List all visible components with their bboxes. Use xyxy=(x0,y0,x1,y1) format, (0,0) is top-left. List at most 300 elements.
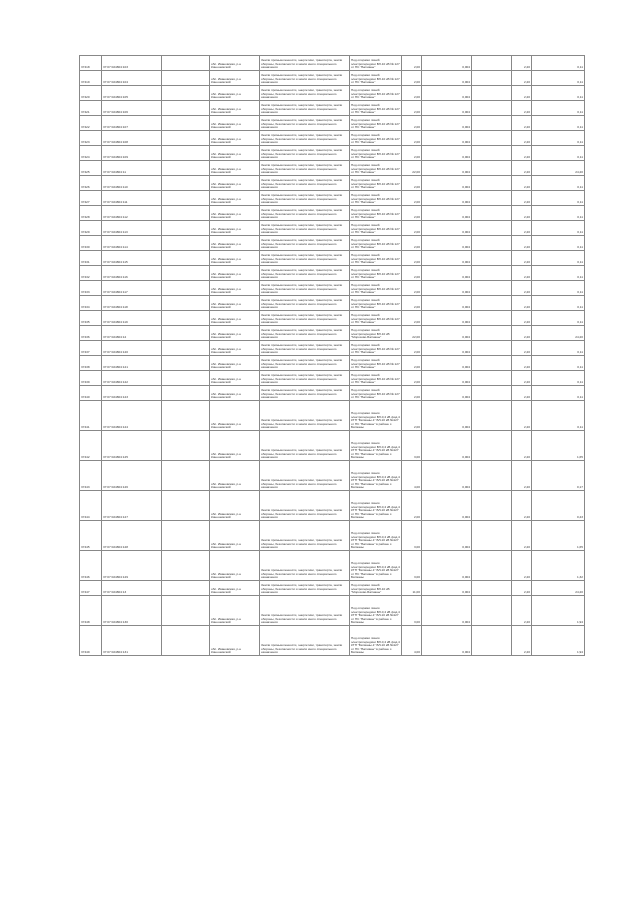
cell-empty xyxy=(162,131,210,146)
cell-empty xyxy=(472,101,512,116)
cell-num: 37447 xyxy=(80,581,102,596)
cell-use: Под опорами линий электропередачи ВЛ-10 кВ № 127 от ПС "Батманы" xyxy=(350,191,402,206)
cell-v1: 0,004 xyxy=(422,236,472,251)
cell-v1: 0,004 xyxy=(422,101,472,116)
table-row xyxy=(80,86,585,101)
cell-area: 2,00 xyxy=(402,296,422,311)
cell-v2: 2,20 xyxy=(512,581,532,596)
cell-v1: 0,004 xyxy=(422,281,472,296)
cell-use: Под опорами линии электропередачи ВЛ-0,4 кВ фид.4 КТП "Батманы-1" ВЛ-10 кВ №127 от ПС "Батманы" в районе с. Батманы xyxy=(350,401,402,431)
cell-use: Под опорами линий электропередачи ВЛ-10 кВ № 127 от ПС "Батманы" xyxy=(350,251,402,266)
cell-empty xyxy=(472,296,512,311)
cell-area: 2,00 xyxy=(402,206,422,221)
cell-addr: обл. Ивановская, р-н Кинешемский xyxy=(210,431,260,461)
cell-empty xyxy=(472,266,512,281)
table-row xyxy=(80,521,585,551)
cell-area: 2,00 xyxy=(402,86,422,101)
cell-v3: 24,20 xyxy=(532,161,585,176)
cell-empty xyxy=(162,311,210,326)
cell-cat: Земли промышленности, энергетики, транспорта, земли обороны, безопасности и земли иного специального назначения xyxy=(260,206,350,221)
cell-use: Под опорами линий электропередачи ВЛ-10 кВ № 127 от ПС "Батманы" xyxy=(350,71,402,86)
cell-empty xyxy=(472,626,512,656)
cell-area: 3,00 xyxy=(402,596,422,626)
table-body xyxy=(80,56,585,656)
cell-v2: 2,20 xyxy=(512,356,532,371)
cell-num: 37436 xyxy=(80,326,102,341)
cell-v2: 2,20 xyxy=(512,191,532,206)
cell-area: 3,00 xyxy=(402,431,422,461)
table-row xyxy=(80,131,585,146)
cell-addr: обл. Ивановская, р-н Кинешемский xyxy=(210,296,260,311)
cell-v2: 2,20 xyxy=(512,551,532,581)
table-row xyxy=(80,221,585,236)
cell-empty xyxy=(162,101,210,116)
cell-num: 37440 xyxy=(80,386,102,401)
cell-num: 37432 xyxy=(80,266,102,281)
cell-area: 2,00 xyxy=(402,146,422,161)
cell-v1: 0,004 xyxy=(422,221,472,236)
table-row xyxy=(80,71,585,86)
cell-area: 2,00 xyxy=(402,236,422,251)
cell-addr: обл. Ивановская, р-н Кинешемский xyxy=(210,191,260,206)
cell-cad: 37:07:024804:121 xyxy=(102,356,162,371)
table-row xyxy=(80,356,585,371)
cell-num: 37435 xyxy=(80,311,102,326)
cell-empty xyxy=(162,71,210,86)
cell-v3: 1,94 xyxy=(532,626,585,656)
cadastral-table xyxy=(79,55,585,656)
cell-v2: 2,20 xyxy=(512,341,532,356)
cell-addr: обл. Ивановская, р-н Кинешемский xyxy=(210,161,260,176)
cell-empty xyxy=(472,371,512,386)
cell-v2: 2,20 xyxy=(512,56,532,71)
cell-cad: 37:07:024804:114 xyxy=(102,236,162,251)
cell-v3: 0,11 xyxy=(532,176,585,191)
table-row xyxy=(80,401,585,431)
table-row xyxy=(80,461,585,491)
cell-empty xyxy=(162,86,210,101)
cell-empty xyxy=(162,236,210,251)
cell-num: 37418 xyxy=(80,56,102,71)
cell-num: 37434 xyxy=(80,296,102,311)
cell-area: 2,00 xyxy=(402,71,422,86)
cell-v2: 2,20 xyxy=(512,326,532,341)
table-row xyxy=(80,626,585,656)
cell-use: Под опорами линий электропередачи ВЛ-10 кВ № 127 от ПС "Батманы" xyxy=(350,161,402,176)
cell-v2: 2,20 xyxy=(512,86,532,101)
cell-use: Под опорами линии электропередачи ВЛ-0,4 кВ фид.4 КТП "Батманы-1" ВЛ-10 кВ №127 от ПС "Батманы" в районе с. Батманы xyxy=(350,626,402,656)
table-row xyxy=(80,236,585,251)
cell-cat: Земли промышленности, энергетики, транспорта, земли обороны, безопасности и земли иного специального назначения xyxy=(260,326,350,341)
cell-area: 2,00 xyxy=(402,341,422,356)
cell-area: 3,00 xyxy=(402,521,422,551)
cell-num: 37446 xyxy=(80,551,102,581)
cell-cad: 37:07:024804:126 xyxy=(102,461,162,491)
cell-v1: 0,004 xyxy=(422,206,472,221)
cell-cat: Земли промышленности, энергетики, транспорта, земли обороны, безопасности и земли иного специального назначения xyxy=(260,431,350,461)
cell-v1: 0,004 xyxy=(422,296,472,311)
cell-num: 37438 xyxy=(80,356,102,371)
cell-empty xyxy=(472,401,512,431)
cell-area: 11,00 xyxy=(402,581,422,596)
cell-empty xyxy=(162,626,210,656)
cell-use: Под опорами линий электропередачи ВЛ-10 кВ "Морозово-Батманы" xyxy=(350,581,402,596)
cell-v3: 0,11 xyxy=(532,146,585,161)
cell-cat: Земли промышленности, энергетики, транспорта, земли обороны, безопасности и земли иного специального назначения xyxy=(260,296,350,311)
cell-use: Под опорами линий электропередачи ВЛ-10 кВ № 127 от ПС "Батманы" xyxy=(350,101,402,116)
cell-cat: Земли промышленности, энергетики, транспорта, земли обороны, безопасности и земли иного специального назначения xyxy=(260,131,350,146)
cell-addr: обл. Ивановская, р-н Кинешемский xyxy=(210,251,260,266)
cell-v3: 0,11 xyxy=(532,221,585,236)
cell-empty xyxy=(162,596,210,626)
cell-cat: Земли промышленности, энергетики, транспорта, земли обороны, безопасности и земли иного специального назначения xyxy=(260,116,350,131)
cell-cat: Земли промышленности, энергетики, транспорта, земли обороны, безопасности и земли иного специального назначения xyxy=(260,191,350,206)
cell-v1: 0,004 xyxy=(422,131,472,146)
cell-num: 37429 xyxy=(80,221,102,236)
cell-area: 22,00 xyxy=(402,326,422,341)
cell-use: Под опорами линий электропередачи ВЛ-10 кВ № 127 от ПС "Батманы" xyxy=(350,311,402,326)
table-row xyxy=(80,371,585,386)
cell-area: 2,00 xyxy=(402,311,422,326)
cell-num: 37448 xyxy=(80,596,102,626)
cell-cat: Земли промышленности, энергетики, транспорта, земли обороны, безопасности и земли иного специального назначения xyxy=(260,551,350,581)
cell-addr: обл. Ивановская, р-н Кинешемский xyxy=(210,581,260,596)
cell-addr: обл. Ивановская, р-н Кинешемский xyxy=(210,101,260,116)
cell-use: Под опорами линий электропередачи ВЛ-10 кВ № 127 от ПС "Батманы" xyxy=(350,176,402,191)
cell-empty xyxy=(162,431,210,461)
cell-num: 37428 xyxy=(80,206,102,221)
cell-cad: 37:07:024804:112 xyxy=(102,206,162,221)
cell-use: Под опорами линий электропередачи ВЛ-10 кВ № 127 от ПС "Батманы" xyxy=(350,371,402,386)
cell-cad: 37:07:024804:104 xyxy=(102,71,162,86)
cell-use: Под опорами линий электропередачи ВЛ-10 кВ № 127 от ПС "Батманы" xyxy=(350,281,402,296)
cell-empty xyxy=(162,326,210,341)
cell-v2: 2,20 xyxy=(512,386,532,401)
cell-cad: 37:07:024804:122 xyxy=(102,371,162,386)
cell-v3: 0,11 xyxy=(532,236,585,251)
cell-num: 37427 xyxy=(80,191,102,206)
cell-addr: обл. Ивановская, р-н Кинешемский xyxy=(210,146,260,161)
cell-area: 2,00 xyxy=(402,176,422,191)
cell-v3: 0,11 xyxy=(532,101,585,116)
table-row xyxy=(80,341,585,356)
cell-v1: 0,004 xyxy=(422,146,472,161)
table-row xyxy=(80,101,585,116)
cell-cat: Земли промышленности, энергетики, транспорта, земли обороны, безопасности и земли иного специального назначения xyxy=(260,101,350,116)
cell-cat: Земли промышленности, энергетики, транспорта, земли обороны, безопасности и земли иного специального назначения xyxy=(260,146,350,161)
cell-v3: 24,20 xyxy=(532,581,585,596)
cell-empty xyxy=(472,521,512,551)
cell-v1: 0,004 xyxy=(422,326,472,341)
cell-v1: 0,004 xyxy=(422,116,472,131)
cell-area: 2,00 xyxy=(402,371,422,386)
cell-use: Под опорами линий электропередачи ВЛ-10 кВ № 127 от ПС "Батманы" xyxy=(350,131,402,146)
cell-v2: 2,20 xyxy=(512,116,532,131)
cell-num: 37420 xyxy=(80,86,102,101)
cell-addr: обл. Ивановская, р-н Кинешемский xyxy=(210,266,260,281)
cell-empty xyxy=(162,191,210,206)
cell-use: Под опорами линий электропередачи ВЛ-10 кВ № 127 от ПС "Батманы" xyxy=(350,296,402,311)
cell-num: 37423 xyxy=(80,131,102,146)
cell-v1: 0,004 xyxy=(422,521,472,551)
cell-empty xyxy=(472,551,512,581)
cell-use: Под опорами линий электропередачи ВЛ-10 кВ № 127 от ПС "Батманы" xyxy=(350,116,402,131)
cell-v3: 0,11 xyxy=(532,281,585,296)
table-row xyxy=(80,56,585,71)
cell-cad: 37:07:024804:107 xyxy=(102,116,162,131)
cell-v1: 0,004 xyxy=(422,491,472,521)
cell-empty xyxy=(472,281,512,296)
cell-cat: Земли промышленности, энергетики, транспорта, земли обороны, безопасности и земли иного специального назначения xyxy=(260,236,350,251)
cell-use: Под опорами линии электропередачи ВЛ-0,4 кВ фид.4 КТП "Батманы-1" ВЛ-10 кВ №127 от ПС "Батманы" в районе с. Батманы xyxy=(350,551,402,581)
cell-area: 2,00 xyxy=(402,251,422,266)
cell-area: 3,00 xyxy=(402,551,422,581)
cell-addr: обл. Ивановская, р-н Кинешемский xyxy=(210,56,260,71)
table-row xyxy=(80,326,585,341)
cell-empty xyxy=(162,176,210,191)
cell-num: 37437 xyxy=(80,341,102,356)
cell-empty xyxy=(472,71,512,86)
cell-addr: обл. Ивановская, р-н Кинешемский xyxy=(210,356,260,371)
cell-use: Под опорами линий электропередачи ВЛ-10 кВ № 127 от ПС "Батманы" xyxy=(350,56,402,71)
table-row xyxy=(80,581,585,596)
cell-area: 2,00 xyxy=(402,116,422,131)
table-row xyxy=(80,146,585,161)
cell-empty xyxy=(162,116,210,131)
cell-addr: обл. Ивановская, р-н Кинешемский xyxy=(210,176,260,191)
cell-use: Под опорами линий электропередачи ВЛ-10 кВ № 127 от ПС "Батманы" xyxy=(350,386,402,401)
cell-v3: 0,11 xyxy=(532,71,585,86)
cell-v1: 0,004 xyxy=(422,161,472,176)
cell-area: 2,00 xyxy=(402,281,422,296)
cell-addr: обл. Ивановская, р-н Кинешемский xyxy=(210,281,260,296)
cell-empty xyxy=(162,371,210,386)
cell-area: 4,00 xyxy=(402,461,422,491)
cell-addr: обл. Ивановская, р-н Кинешемский xyxy=(210,551,260,581)
cell-v3: 0,11 xyxy=(532,251,585,266)
cell-empty xyxy=(162,356,210,371)
cell-v1: 0,004 xyxy=(422,356,472,371)
cell-cad: 37:07:024804:123 xyxy=(102,386,162,401)
cell-v2: 2,20 xyxy=(512,236,532,251)
cell-cad: 37:07:024804:119 xyxy=(102,311,162,326)
table-row xyxy=(80,206,585,221)
cell-use: Под опорами линии электропередачи ВЛ-0,4 кВ фид.4 КТП "Батманы-1" ВЛ-10 кВ №127 от ПС "Батманы" в районе с. Батманы xyxy=(350,461,402,491)
cell-addr: обл. Ивановская, р-н Кинешемский xyxy=(210,461,260,491)
cell-cad: 37:07:024804:117 xyxy=(102,281,162,296)
cell-num: 37445 xyxy=(80,521,102,551)
cell-cat: Земли промышленности, энергетики, транспорта, земли обороны, безопасности и земли иного специального назначения xyxy=(260,401,350,431)
cell-cat: Земли промышленности, энергетики, транспорта, земли обороны, безопасности и земли иного специального назначения xyxy=(260,386,350,401)
cell-use: Под опорами линий электропередачи ВЛ-10 кВ № 127 от ПС "Батманы" xyxy=(350,86,402,101)
cell-cad: 37:07:024804:116 xyxy=(102,266,162,281)
cell-empty xyxy=(472,236,512,251)
cell-area: 2,00 xyxy=(402,221,422,236)
cell-v3: 0,11 xyxy=(532,191,585,206)
cell-v1: 0,004 xyxy=(422,56,472,71)
cell-v1: 0,004 xyxy=(422,191,472,206)
cell-v3: 0,17 xyxy=(532,461,585,491)
cell-empty xyxy=(162,401,210,431)
cell-v2: 2,20 xyxy=(512,131,532,146)
cell-cat: Земли промышленности, энергетики, транспорта, земли обороны, безопасности и земли иного специального назначения xyxy=(260,491,350,521)
cell-addr: обл. Ивановская, р-н Кинешемский xyxy=(210,401,260,431)
table-row xyxy=(80,191,585,206)
cell-use: Под опорами линий электропередачи ВЛ-10 кВ № 127 от ПС "Батманы" xyxy=(350,356,402,371)
cell-addr: обл. Ивановская, р-н Кинешемский xyxy=(210,206,260,221)
cell-empty xyxy=(162,146,210,161)
cell-v1: 0,004 xyxy=(422,626,472,656)
cell-use: Под опорами линий электропередачи ВЛ-10 кВ № 127 от ПС "Батманы" xyxy=(350,206,402,221)
cell-cad: 37:07:024804:103 xyxy=(102,56,162,71)
cell-cat: Земли промышленности, энергетики, транспорта, земли обороны, безопасности и земли иного специального назначения xyxy=(260,596,350,626)
cell-addr: обл. Ивановская, р-н Кинешемский xyxy=(210,386,260,401)
cell-v1: 0,004 xyxy=(422,176,472,191)
cell-v2: 2,20 xyxy=(512,521,532,551)
cell-cat: Земли промышленности, энергетики, транспорта, земли обороны, безопасности и земли иного специального назначения xyxy=(260,461,350,491)
cell-v3: 0,11 xyxy=(532,311,585,326)
cell-v2: 2,20 xyxy=(512,101,532,116)
cell-cat: Земли промышленности, энергетики, транспорта, земли обороны, безопасности и земли иного специального назначения xyxy=(260,581,350,596)
cell-cad: 37:07:024804:110 xyxy=(102,176,162,191)
cell-v2: 2,20 xyxy=(512,146,532,161)
table-row xyxy=(80,551,585,581)
cell-v1: 0,004 xyxy=(422,581,472,596)
cell-num: 37442 xyxy=(80,431,102,461)
cell-v2: 2,20 xyxy=(512,371,532,386)
cell-addr: обл. Ивановская, р-н Кинешемский xyxy=(210,236,260,251)
cell-cad: 37:07:024804:127 xyxy=(102,491,162,521)
cell-addr: обл. Ивановская, р-н Кинешемский xyxy=(210,86,260,101)
cell-empty xyxy=(162,206,210,221)
cell-cat: Земли промышленности, энергетики, транспорта, земли обороны, безопасности и земли иного специального назначения xyxy=(260,86,350,101)
cell-v2: 2,20 xyxy=(512,461,532,491)
cell-empty xyxy=(472,431,512,461)
table-row xyxy=(80,296,585,311)
cell-v3: 0,11 xyxy=(532,296,585,311)
cell-area: 2,00 xyxy=(402,356,422,371)
cell-num: 37433 xyxy=(80,281,102,296)
cell-num: 37422 xyxy=(80,116,102,131)
cell-empty xyxy=(472,206,512,221)
cell-area: 4,00 xyxy=(402,626,422,656)
cell-v1: 0,004 xyxy=(422,341,472,356)
cell-empty xyxy=(162,386,210,401)
cell-v3: 1,94 xyxy=(532,596,585,626)
cell-use: Под опорами линии электропередачи ВЛ-0,4 кВ фид.4 КТП "Батманы-1" ВЛ-10 кВ №127 от ПС "Батманы" в районе с. Батманы xyxy=(350,521,402,551)
cell-v3: 24,20 xyxy=(532,326,585,341)
cell-v3: 0,11 xyxy=(532,356,585,371)
cell-cat: Земли промышленности, энергетики, транспорта, земли обороны, безопасности и земли иного специального назначения xyxy=(260,161,350,176)
cell-cad: 37:07:024804:11 xyxy=(102,161,162,176)
cell-v1: 0,004 xyxy=(422,461,472,491)
cell-v1: 0,004 xyxy=(422,266,472,281)
cell-v2: 2,20 xyxy=(512,281,532,296)
cell-cat: Земли промышленности, энергетики, транспорта, земли обороны, безопасности и земли иного специального назначения xyxy=(260,311,350,326)
cell-cad: 37:07:024804:120 xyxy=(102,341,162,356)
cell-cad: 37:07:024804:105 xyxy=(102,86,162,101)
cell-v3: 0,11 xyxy=(532,371,585,386)
cell-v3: 0,11 xyxy=(532,116,585,131)
table-row xyxy=(80,491,585,521)
cell-empty xyxy=(162,521,210,551)
cell-v2: 2,20 xyxy=(512,221,532,236)
cell-cat: Земли промышленности, энергетики, транспорта, земли обороны, безопасности и земли иного специального назначения xyxy=(260,71,350,86)
cell-num: 37426 xyxy=(80,176,102,191)
cell-v2: 2,20 xyxy=(512,596,532,626)
cell-v1: 0,004 xyxy=(422,596,472,626)
cell-addr: обл. Ивановская, р-н Кинешемский xyxy=(210,521,260,551)
cell-use: Под опорами линий электропередачи ВЛ-10 кВ № 127 от ПС "Батманы" xyxy=(350,146,402,161)
cell-empty xyxy=(162,491,210,521)
cell-empty xyxy=(162,56,210,71)
cell-v2: 2,20 xyxy=(512,206,532,221)
cell-area: 2,00 xyxy=(402,191,422,206)
table-row xyxy=(80,176,585,191)
cell-area: 2,00 xyxy=(402,386,422,401)
cell-use: Под опорами линий электропередачи ВЛ-10 кВ № 127 от ПС "Батманы" xyxy=(350,221,402,236)
cell-empty xyxy=(162,221,210,236)
cell-v2: 2,20 xyxy=(512,431,532,461)
cell-cad: 37:07:024804:118 xyxy=(102,296,162,311)
cell-addr: обл. Ивановская, р-н Кинешемский xyxy=(210,626,260,656)
cell-addr: обл. Ивановская, р-н Кинешемский xyxy=(210,491,260,521)
cell-cat: Земли промышленности, энергетики, транспорта, земли обороны, безопасности и земли иного специального назначения xyxy=(260,521,350,551)
cell-empty xyxy=(472,491,512,521)
cell-empty xyxy=(472,161,512,176)
cell-v3: 0,43 xyxy=(532,491,585,521)
cell-empty xyxy=(162,341,210,356)
cell-use: Под опорами линии электропередачи ВЛ-0,4 кВ фид.4 КТП "Батманы-1" ВЛ-10 кВ №127 от ПС "Батманы" в районе с. Батманы xyxy=(350,596,402,626)
cell-empty xyxy=(162,281,210,296)
cell-num: 37419 xyxy=(80,71,102,86)
cell-empty xyxy=(472,86,512,101)
cell-empty xyxy=(162,551,210,581)
cell-area: 2,00 xyxy=(402,401,422,431)
cell-area: 2,00 xyxy=(402,101,422,116)
cell-empty xyxy=(162,581,210,596)
cell-v1: 0,004 xyxy=(422,401,472,431)
cell-empty xyxy=(472,221,512,236)
cell-empty xyxy=(472,251,512,266)
table-row xyxy=(80,251,585,266)
cell-cad: 37:07:024804:129 xyxy=(102,551,162,581)
cell-cat: Земли промышленности, энергетики, транспорта, земли обороны, безопасности и земли иного специального назначения xyxy=(260,341,350,356)
cell-empty xyxy=(472,311,512,326)
cell-v2: 2,20 xyxy=(512,626,532,656)
cell-empty xyxy=(472,596,512,626)
cell-area: 22,00 xyxy=(402,161,422,176)
cell-v3: 0,11 xyxy=(532,341,585,356)
cell-cad: 37:07:024804:124 xyxy=(102,401,162,431)
cell-v1: 0,004 xyxy=(422,551,472,581)
cell-v1: 0,004 xyxy=(422,86,472,101)
cell-v2: 2,20 xyxy=(512,401,532,431)
cell-v1: 0,004 xyxy=(422,386,472,401)
cell-empty xyxy=(162,296,210,311)
cell-v2: 2,20 xyxy=(512,311,532,326)
cell-cad: 37:07:024804:130 xyxy=(102,596,162,626)
cell-cad: 37:07:024804:109 xyxy=(102,146,162,161)
cell-cat: Земли промышленности, энергетики, транспорта, земли обороны, безопасности и земли иного специального назначения xyxy=(260,281,350,296)
cell-cad: 37:07:024804:12 xyxy=(102,326,162,341)
cell-cad: 37:07:024804:125 xyxy=(102,431,162,461)
cell-cad: 37:07:024804:111 xyxy=(102,191,162,206)
cell-v2: 2,20 xyxy=(512,176,532,191)
cell-addr: обл. Ивановская, р-н Кинешемский xyxy=(210,326,260,341)
cell-num: 37424 xyxy=(80,146,102,161)
cell-use: Под опорами линий электропередачи ВЛ-10 кВ № 127 от ПС "Батманы" xyxy=(350,266,402,281)
